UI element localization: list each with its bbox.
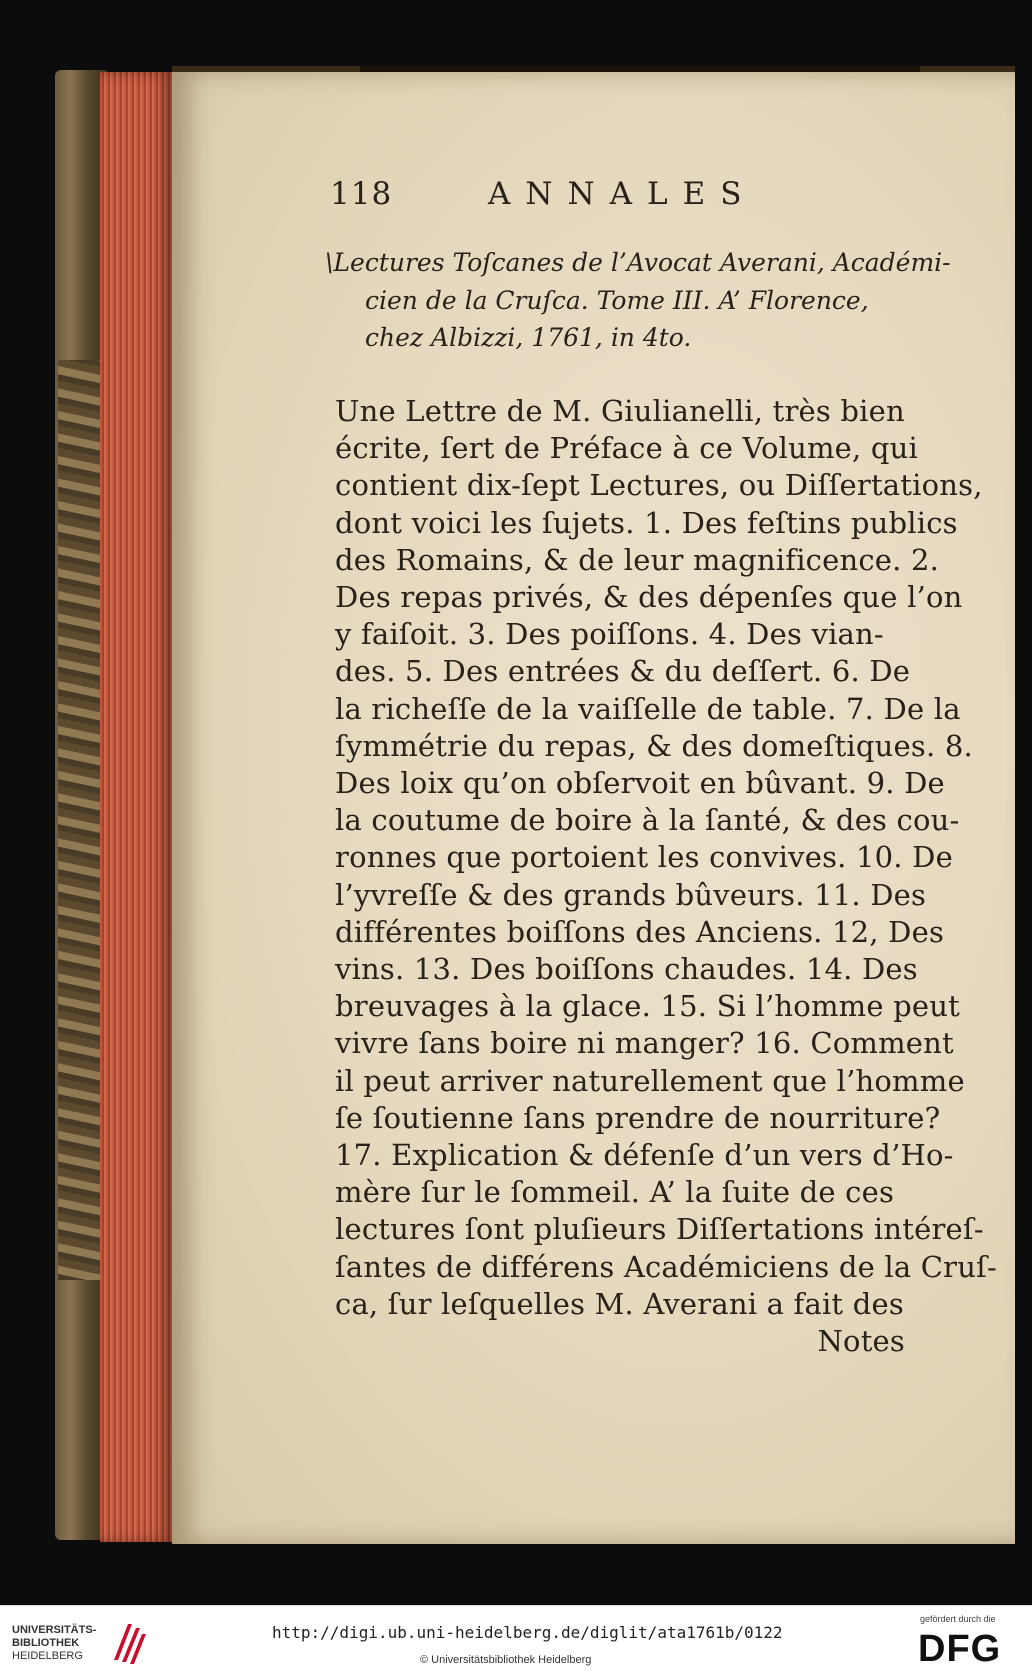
body-line: vivre ſans boire ni manger? 16. Comment (335, 1026, 954, 1061)
body-line: vins. 13. Des boiſſons chaudes. 14. Des (335, 952, 918, 986)
body-line: des. 5. Des entrées & du deſſert. 6. De (335, 654, 911, 689)
library-name-line: HEIDELBERG (12, 1650, 83, 1662)
body-line: il peut arriver naturellement que l’homme (335, 1063, 965, 1098)
body-line: breuvages à la glace. 15. Si l’homme peut (335, 989, 960, 1024)
citation-line: chez Albizzi, 1761, in 4to. (365, 323, 692, 352)
body-line: ca, ſur leſquelles M. Averani a fait des (335, 1286, 904, 1321)
copyright-notice: © Universitätsbibliothek Heidelberg (420, 1654, 592, 1666)
body-line: Des repas privés, & des dépenſes que l’on (335, 580, 963, 614)
funding-caption: gefördert durch die (920, 1614, 996, 1624)
body-line: lectures ſont pluſieurs Diſſertations intéreſ- (335, 1212, 984, 1247)
library-name-line: BIBLIOTHEK (12, 1637, 80, 1649)
body-line: dont voici les ſujets. 1. Des feſtins publics (335, 505, 958, 540)
body-line: ſymmétrie du repas, & des domeſtiques. 8. (335, 728, 973, 763)
permalink-url[interactable]: http://digi.ub.uni-heidelberg.de/diglit/ata1761b/0122 (272, 1623, 783, 1642)
running-head-title: ANNALES (488, 176, 757, 212)
library-name (12, 1624, 96, 1663)
body-line: différentes boiſſons des Anciens. 12, Des (335, 914, 945, 949)
citation-line: cien de la Cruſca. Tome III. A’ Florence, (365, 286, 869, 315)
citation-line: \Lectures Toſcanes de l’Avocat Averani, Académi- (325, 248, 951, 277)
body-line: ronnes que portoient les convives. 10. De (335, 840, 953, 875)
body-line: contient dix-ſept Lectures, ou Diſſertations, (335, 468, 983, 503)
body-line: mère ſur le ſommeil. A’ la ſuite de ces (335, 1175, 895, 1210)
page-number: 118 (330, 176, 393, 212)
body-line: 17. Explication & défenſe d’un vers d’Ho- (335, 1138, 954, 1172)
book-citation (320, 248, 970, 352)
body-line: écrite, ſert de Préface à ce Volume, qui (335, 431, 918, 466)
library-logo-icon (108, 1620, 148, 1666)
body-line: Une Lettre de M. Giulianelli, très bien (335, 394, 905, 428)
body-line: y faiſoit. 3. Des poiſſons. 4. Des vian- (335, 617, 884, 652)
footer-bar (0, 1605, 1032, 1680)
body-line: ſantes de différens Académiciens de la Cruſ- (335, 1249, 998, 1284)
body-line: la richeſſe de la vaiſſelle de table. 7. De la (335, 691, 961, 726)
body-line: l’yvreſſe & des grands bûveurs. 11. Des (335, 877, 927, 912)
body-line: Notes (817, 1324, 905, 1358)
red-page-edges (100, 72, 174, 1542)
marbled-cover (58, 360, 100, 1280)
body-line: des Romains, & de leur magnificence. 2. (335, 542, 940, 577)
body-line: ſe ſoutienne ſans prendre de nourriture? (335, 1100, 941, 1135)
body-line: Des loix qu’on obſervoit en bûvant. 9. De (335, 766, 945, 800)
dfg-logo: DFG (918, 1628, 1002, 1670)
body-text (335, 394, 998, 1384)
library-name-line: UNIVERSITÄTS- (12, 1624, 97, 1636)
running-head (330, 176, 800, 216)
body-line: la coutume de boire à la ſanté, & des cou- (335, 803, 960, 838)
